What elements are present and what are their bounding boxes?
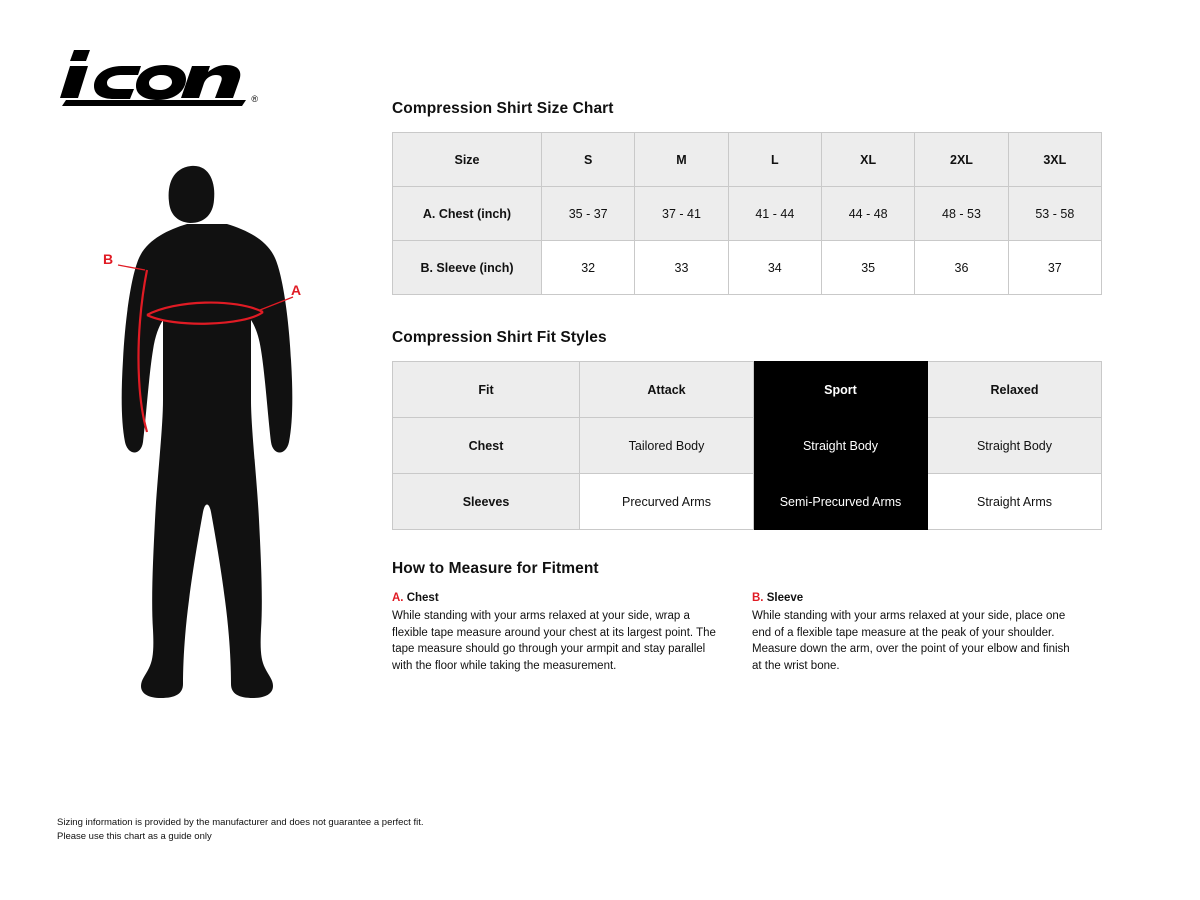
size-chart-header-cell: L xyxy=(728,133,821,187)
table-row xyxy=(393,241,1102,295)
fit-cell: Tailored Body xyxy=(580,418,754,474)
size-chart-row-label: B. Sleeve (inch) xyxy=(393,241,542,295)
size-chart-header-cell: S xyxy=(542,133,635,187)
table-row xyxy=(393,418,1102,474)
measure-name: Chest xyxy=(406,592,439,604)
size-chart-header-cell: 3XL xyxy=(1008,133,1101,187)
measure-item-heading xyxy=(752,592,1082,604)
size-chart-cell: 32 xyxy=(542,241,635,295)
size-chart-cell: 34 xyxy=(728,241,821,295)
spacer xyxy=(392,530,1102,560)
marker-a-label: A xyxy=(291,282,302,298)
measure-item-sleeve xyxy=(752,592,1082,675)
fit-cell: Straight Body xyxy=(928,418,1102,474)
spacer xyxy=(392,295,1102,329)
fit-header-cell-highlight: Sport xyxy=(754,362,928,418)
fit-cell: Straight Arms xyxy=(928,474,1102,530)
size-chart-title: Compression Shirt Size Chart xyxy=(392,100,614,117)
size-chart-table xyxy=(392,132,1102,295)
how-to-measure-columns xyxy=(392,592,1102,675)
fit-header-cell: Fit xyxy=(393,362,580,418)
content-column xyxy=(392,100,1102,675)
disclaimer-line-1: Sizing information is provided by the manufacturer and does not guarantee a perfect fit. xyxy=(57,816,424,828)
body-diagram xyxy=(95,160,335,720)
measure-item-chest xyxy=(392,592,722,675)
size-chart-header-cell: 2XL xyxy=(915,133,1008,187)
measure-marker: B. xyxy=(752,592,764,604)
fit-cell: Precurved Arms xyxy=(580,474,754,530)
fit-row-label: Chest xyxy=(393,418,580,474)
size-chart-cell: 48 - 53 xyxy=(915,187,1008,241)
size-chart-cell: 35 - 37 xyxy=(542,187,635,241)
size-chart-cell: 33 xyxy=(635,241,728,295)
how-to-measure-title: How to Measure for Fitment xyxy=(392,560,599,577)
brand-logo xyxy=(60,48,258,106)
size-chart-row-label: A. Chest (inch) xyxy=(393,187,542,241)
fit-header-cell: Relaxed xyxy=(928,362,1102,418)
size-chart-header-cell: M xyxy=(635,133,728,187)
table-row xyxy=(393,362,1102,418)
measure-marker: A. xyxy=(392,592,404,604)
disclaimer-line-2: Please use this chart as a guide only xyxy=(57,831,212,843)
icon-wordmark-icon xyxy=(60,48,250,106)
table-row xyxy=(393,133,1102,187)
size-chart-cell: 37 xyxy=(1008,241,1101,295)
size-chart-cell: 41 - 44 xyxy=(728,187,821,241)
measure-name: Sleeve xyxy=(766,592,804,604)
fit-header-cell: Attack xyxy=(580,362,754,418)
fit-cell-highlight: Semi-Precurved Arms xyxy=(754,474,928,530)
size-chart-cell: 44 - 48 xyxy=(821,187,914,241)
table-row xyxy=(393,474,1102,530)
size-chart-cell: 36 xyxy=(915,241,1008,295)
male-silhouette-icon xyxy=(95,160,335,720)
table-row xyxy=(393,187,1102,241)
size-chart-cell: 53 - 58 xyxy=(1008,187,1101,241)
fit-cell-highlight: Straight Body xyxy=(754,418,928,474)
measure-item-text: While standing with your arms relaxed at your side, place one end of a flexible tape measure at the peak of your shoulder. Measure down the arm, over the point of your elbow and finish at the wrist bone. xyxy=(752,610,1070,673)
size-chart-header-cell: Size xyxy=(393,133,542,187)
measure-item-text: While standing with your arms relaxed at your side, wrap a flexible tape measure around your chest at its largest point. The tape measure should go through your armpit and stay parallel with the floor while taking the measurement. xyxy=(392,610,716,673)
registered-mark: ® xyxy=(251,94,258,104)
fit-styles-title: Compression Shirt Fit Styles xyxy=(392,329,607,346)
fit-row-label: Sleeves xyxy=(393,474,580,530)
measure-item-heading xyxy=(392,592,722,604)
marker-b-label: B xyxy=(103,251,114,267)
size-chart-header-cell: XL xyxy=(821,133,914,187)
size-chart-cell: 35 xyxy=(821,241,914,295)
disclaimer xyxy=(57,816,424,845)
fit-styles-table xyxy=(392,361,1102,530)
size-chart-cell: 37 - 41 xyxy=(635,187,728,241)
